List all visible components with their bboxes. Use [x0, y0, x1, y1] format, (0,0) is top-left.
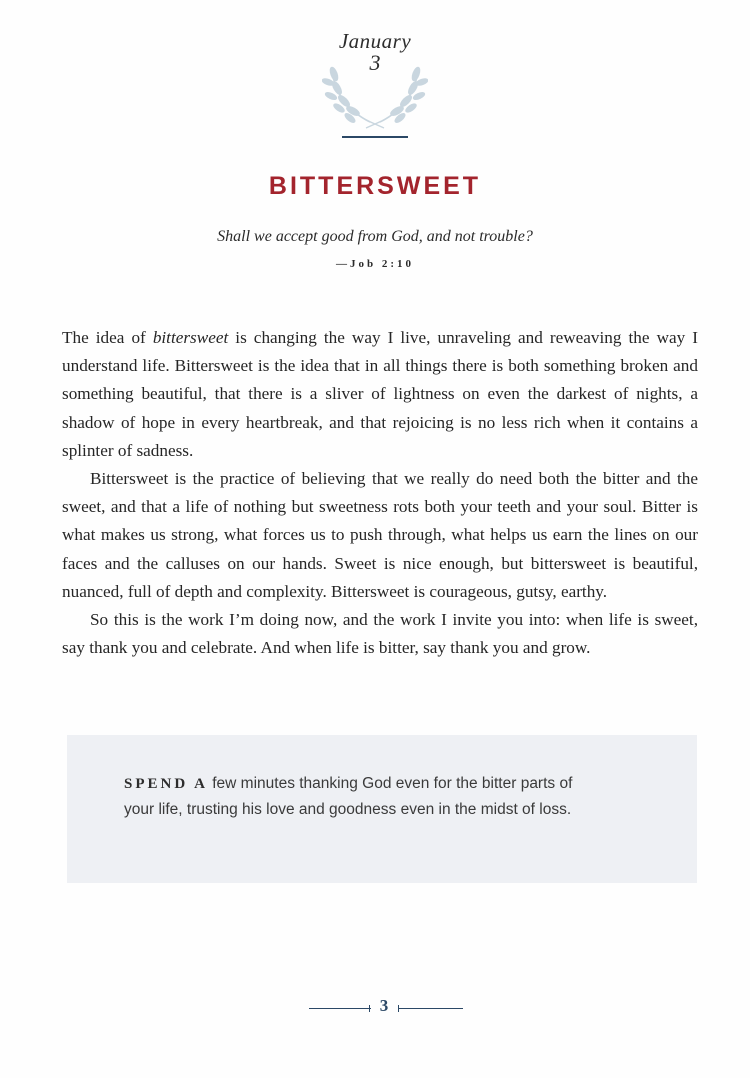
devotional-title: BITTERSWEET [268, 172, 482, 200]
scripture-reference: —Job 2:10 [335, 258, 415, 270]
footer-rule-left [309, 1008, 371, 1009]
body-paragraph [62, 324, 698, 465]
paragraph-intro: The idea of [62, 328, 153, 347]
date-month: January [338, 29, 412, 53]
header-divider [342, 136, 408, 138]
date-day: 3 [369, 50, 381, 75]
callout-body: few minutes thanking God even for the bitter parts of your life, trusting his love and goodness even in the midst of loss. [124, 775, 573, 818]
callout-lead: SPEND A [124, 776, 208, 792]
body-paragraph: So this is the work I’m doing now, and the work I invite you into: when life is sweet, say thank you and celebrate. And when life is bitter, say thank you and grow. [62, 610, 698, 658]
body-text [62, 324, 698, 662]
laurel-wreath-icon [322, 50, 428, 130]
page-footer [0, 996, 750, 1020]
footer-rule-right [398, 1008, 463, 1009]
scripture-verse: Shall we accept good from God, and not trouble? [217, 228, 533, 245]
paragraph-continuation: is changing the way I live, unraveling and reweaving the way I understand life. Bittersweet is the idea that in all things there is both something broken and something beautiful, that there is a sliver of lightness on even the darkest of nights, a shadow of hope in every heartbreak, and that rejoicing is no less rich when it contains a splinter of sadness. [62, 328, 698, 460]
callout-text [124, 771, 604, 823]
reflection-callout [67, 735, 697, 883]
body-paragraph: Bittersweet is the practice of believing that we really do need both the bitter and the sweet, and that a life of nothing but sweetness rots both your teeth and your soul. Bitter is what makes us strong, what forces us to push through, what helps us earn the lines on our faces and the calluses on our hands. Sweet is nice enough, but bittersweet is beautiful, nuanced, full of depth and complexity. Bittersweet is courageous, gutsy, earthy. [62, 469, 698, 601]
page-number: 3 [379, 996, 389, 1015]
emphasized-word: bittersweet [152, 328, 229, 347]
